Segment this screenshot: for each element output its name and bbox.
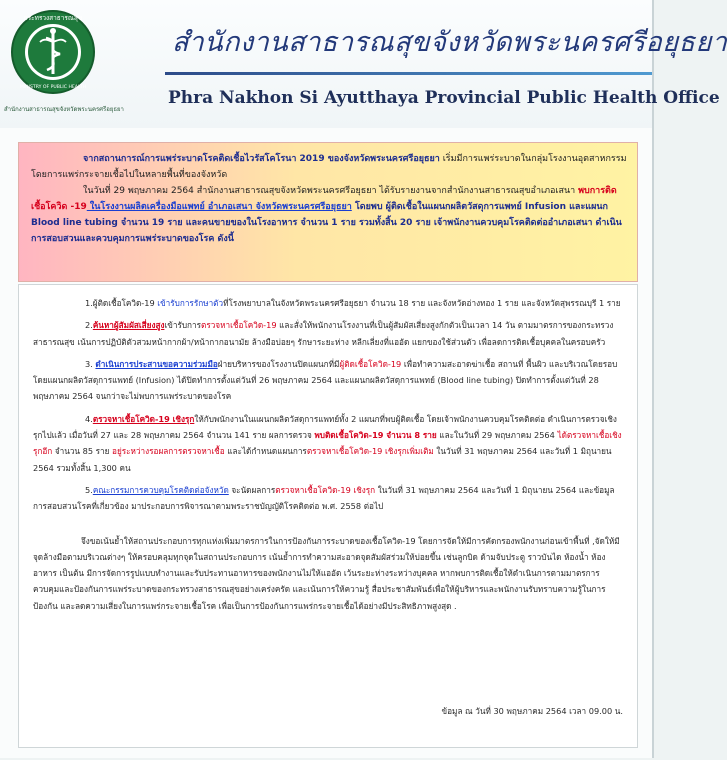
measure-3-highlight-2: ผู้ติดเชื้อโควิด-19 xyxy=(339,358,402,369)
measure-4-number: 4. xyxy=(85,413,93,424)
measure-2-text: และสั่งให้พนักงานโรงงานที่เป็นผู้สัมผัสเสี่ยงสูงกักตัวเป็นเวลา 14 วัน ตามมาตรการของกระทรวงสาธารณสุข เน้นการปฏิบัติตัวสวมหน้ากากผ้า/หน้ากากอนามัย ล้างมือบ่อยๆ รักษาระยะห่าง หลีกเลี่ยงที่แออัด แยกของใช้ส่วนตัว เพื่อลดการติดเชื้อบุคคลในครอบครัว xyxy=(33,320,614,347)
intro-found-word: โดยพบ xyxy=(351,202,383,212)
measure-3-highlight: ดำเนินการประสานขอความร่วมมือ xyxy=(95,358,218,369)
measure-4-pending: อยู่ระหว่างรอผลการตรวจหาเชื้อ xyxy=(112,446,225,457)
measure-3-text-a: ฝ่ายบริหารของโรงงานปิดแผนกที่มี xyxy=(217,358,340,369)
measure-2-highlight: ค้นหาผู้สัมผัสเสี่ยงสูง xyxy=(92,320,165,331)
measure-item-3 xyxy=(33,356,625,405)
measure-5-number: 5. xyxy=(85,484,93,495)
measure-4-retest: ได้ตรวจหาเชื้อเชิงรุกอีก xyxy=(33,430,622,457)
measure-5-highlight: คณะกรรมการควบคุมโรคติดต่อจังหวัด xyxy=(92,484,229,495)
measure-2-text-a: เข้ารับการ xyxy=(164,320,201,331)
measure-2-number: 2. xyxy=(85,320,93,331)
measure-1-highlight: เข้ารับการรักษาตัว xyxy=(157,298,224,308)
measure-3-number: 3. xyxy=(85,358,96,369)
intro-factory-location: ในโรงงานผลิตเครื่องมือแพทย์ อำเภอเสนา จังหวัดพระนครศรีอยุธยา xyxy=(86,202,352,212)
measure-5-text-a: จะนัดผลการ xyxy=(228,484,276,495)
measure-1-text: ที่โรงพยาบาลในจังหวัดพระนครศรีอยุธยา จำนวน 18 ราย และจังหวัดอ่างทอง 1 ราย และจังหวัดสุพรรณบุรี 1 ราย xyxy=(223,298,621,308)
intro-situation-text: จากสถานการณ์การแพร่ระบาดโรคติดเชื้อไวรัสโคโรนา 2019 ของจังหวัดพระนครศรีอยุธยา xyxy=(83,154,440,164)
measure-4-text-d: และได้กำหนดแผนการ xyxy=(224,446,307,457)
measure-2-highlight-2: ตรวจหาเชื้อโควิด-19 xyxy=(201,320,277,331)
measure-4-text-b: และในวันที่ 29 พฤษภาคม 2564 xyxy=(436,430,558,441)
measure-4-additional: ตรวจหาเชื้อโควิด-19 เชิงรุกเพิ่มเติม xyxy=(306,446,434,457)
measure-item-4 xyxy=(33,411,625,476)
intro-paragraph-1 xyxy=(31,151,627,183)
measure-3-text: เพื่อทำความสะอาดฆ่าเชื้อ สถานที่ พื้นผิว และบริเวณโดยรอบ โดยแผนกผลิตวัสดุการแพทย์ (Infusion) ได้ปิดทำการตั้งแต่วันที่ 26 พฤษภาคม 2564 และแผนกผลิตวัสดุการแพทย์ (Blood line tubing) ปิดทำการตั้งแต่วันที่ 28 พฤษภาคม 2564 จนกว่าจะไม่พบการแพร่ระบาดของโรค xyxy=(33,358,618,402)
measure-item-1 xyxy=(33,295,625,311)
intro-box xyxy=(18,142,638,282)
intro-infection-found: พบการติดเชื้อโควิด -19 xyxy=(31,186,617,212)
intro-spread-text: เริ่มมีการแพร่ระบาดในกลุ่มโรงงานอุตสาหกรรม โดยการแพร่กระจายเชื้อไปในหลายพื้นที่ของจังหวัด xyxy=(31,154,627,180)
measures-box xyxy=(18,284,638,748)
page-header xyxy=(0,0,727,128)
intro-paragraph-2 xyxy=(31,183,627,247)
office-title-english: Phra Nakhon Si Ayutthaya Provincial Public Health Office xyxy=(168,88,720,108)
measure-1-number: 1.ผู้ติดเชื้อโควิด-19 xyxy=(85,298,158,308)
ministry-logo xyxy=(10,8,96,104)
measure-4-text: ในวันที่ 31 พฤษภาคม 2564 และวันที่ 1 มิถุนายน 2564 รวมทั้งสิ้น 1,300 คน xyxy=(33,446,612,473)
intro-case-details: ผู้ติดเชื้อในแผนกผลิตวัสดุการแพทย์ Infusion และแผนก Blood line tubing จำนวน 19 ราย และคนขายของในโรงอาหาร จำนวน 1 ราย รวมทั้งสิ้น 20 ราย เจ้าพนักงานควบคุมโรคติดต่ออำเภอเสนา ดำเนินการสอบสวนและควบคุมการแพร่ระบาดของโรค ดังนี้ xyxy=(31,202,622,244)
measure-item-2 xyxy=(33,317,625,350)
measure-4-positive-cases: พบติดเชื้อโควิด-19 จำนวน 8 ราย xyxy=(314,430,437,441)
measure-4-text-c: จำนวน 85 ราย xyxy=(52,446,113,457)
measure-5-text: ในวันที่ 31 พฤษภาคม 2564 และวันที่ 1 มิถุนายน 2564 และข้อมูลการสอบสวนโรคที่เกี่ยวข้อง มาประกอบการพิจารณาตามพระราชบัญญัติโรคติดต่อ พ.ศ. 2558 ต่อไป xyxy=(33,484,615,512)
measure-5-highlight-2: ตรวจหาเชื้อโควิด-19 เชิงรุก xyxy=(275,484,376,495)
measure-4-highlight: ตรวจหาเชื้อโควิด-19 เชิงรุก xyxy=(92,413,195,424)
measure-item-5 xyxy=(33,482,625,515)
logo-text-bottom: MINISTRY OF PUBLIC HEALTH xyxy=(19,85,87,90)
office-title-thai: สำนักงานสาธารณสุขจังหวัดพระนครศรีอยุธยา xyxy=(172,27,727,58)
logo-text-top: กระทรวงสาธารณสุข xyxy=(23,14,83,22)
measure-4-text-a: ให้กับพนักงานในแผนกผลิตวัสดุการแพทย์ทั้ง 2 แผนกที่พบผู้ติดเชื้อ โดยเจ้าพนักงานควบคุมโรคติดต่อ ดำเนินการตรวจเชิงรุกไปแล้ว เมื่อวันที่ 27 และ 28 พฤษภาคม 2564 จำนวน 141 ราย ผลการตรวจ xyxy=(33,413,617,441)
closing-paragraph: จึงขอเน้นย้ำให้สถานประกอบการทุกแห่งเพิ่มมาตรการในการป้องกันการระบาดของเชื้อโควิด-19 โดยการจัดให้มีการคัดกรองพนักงานก่อนเข้าพื้นที่ ,จัดให้มีจุดล้างมือตามบริเวณต่างๆ ให้ครอบคลุมทุกจุดในสถานประกอบการ เน้นย้ำการทำความสะอาดจุดสัมผัสร่วมให้บ่อยขึ้น เช่นลูกบิด ด้ามจับประตู ราวบันได ห้องน้ำ ห้องอาหาร เป็นต้น มีการจัดการรูปแบบทำงานและรับประทานอาหารของพนักงานไม่ให้แออัด เว้นระยะห่างระหว่างบุคคล หากพบการติดเชื้อให้ดำเนินการตามมาตรการควบคุมและป้องกันการแพร่ระบาดของกระทรวงสาธารณสุขอย่างเคร่งครัด และเน้นการให้ความรู้ สื่อประชาสัมพันธ์เพื่อให้ผู้บริหารและพนักงานรับทราบความรู้ในการป้องกัน และลดความเสี่ยงในการแพร่กระจายเชื้อโรค เพื่อเป็นการป้องกันการแพร่กระจายเชื้อได้อย่างมีประสิทธิภาพสูงสุด . xyxy=(33,535,620,611)
logo-caption: สำนักงานสาธารณสุขจังหวัดพระนครศรีอยุธยา xyxy=(4,106,124,113)
title-divider xyxy=(165,72,652,75)
data-source-date: ข้อมูล ณ วันที่ 30 พฤษภาคม 2564 เวลา 09.00 น. xyxy=(441,705,623,716)
intro-report-text: ในวันที่ 29 พฤษภาคม 2564 สำนักงานสาธารณสุขจังหวัดพระนครศรีอยุธยา ได้รับรายงานจากสำนักงานสาธารณสุขอำเภอเสนา xyxy=(83,186,579,196)
